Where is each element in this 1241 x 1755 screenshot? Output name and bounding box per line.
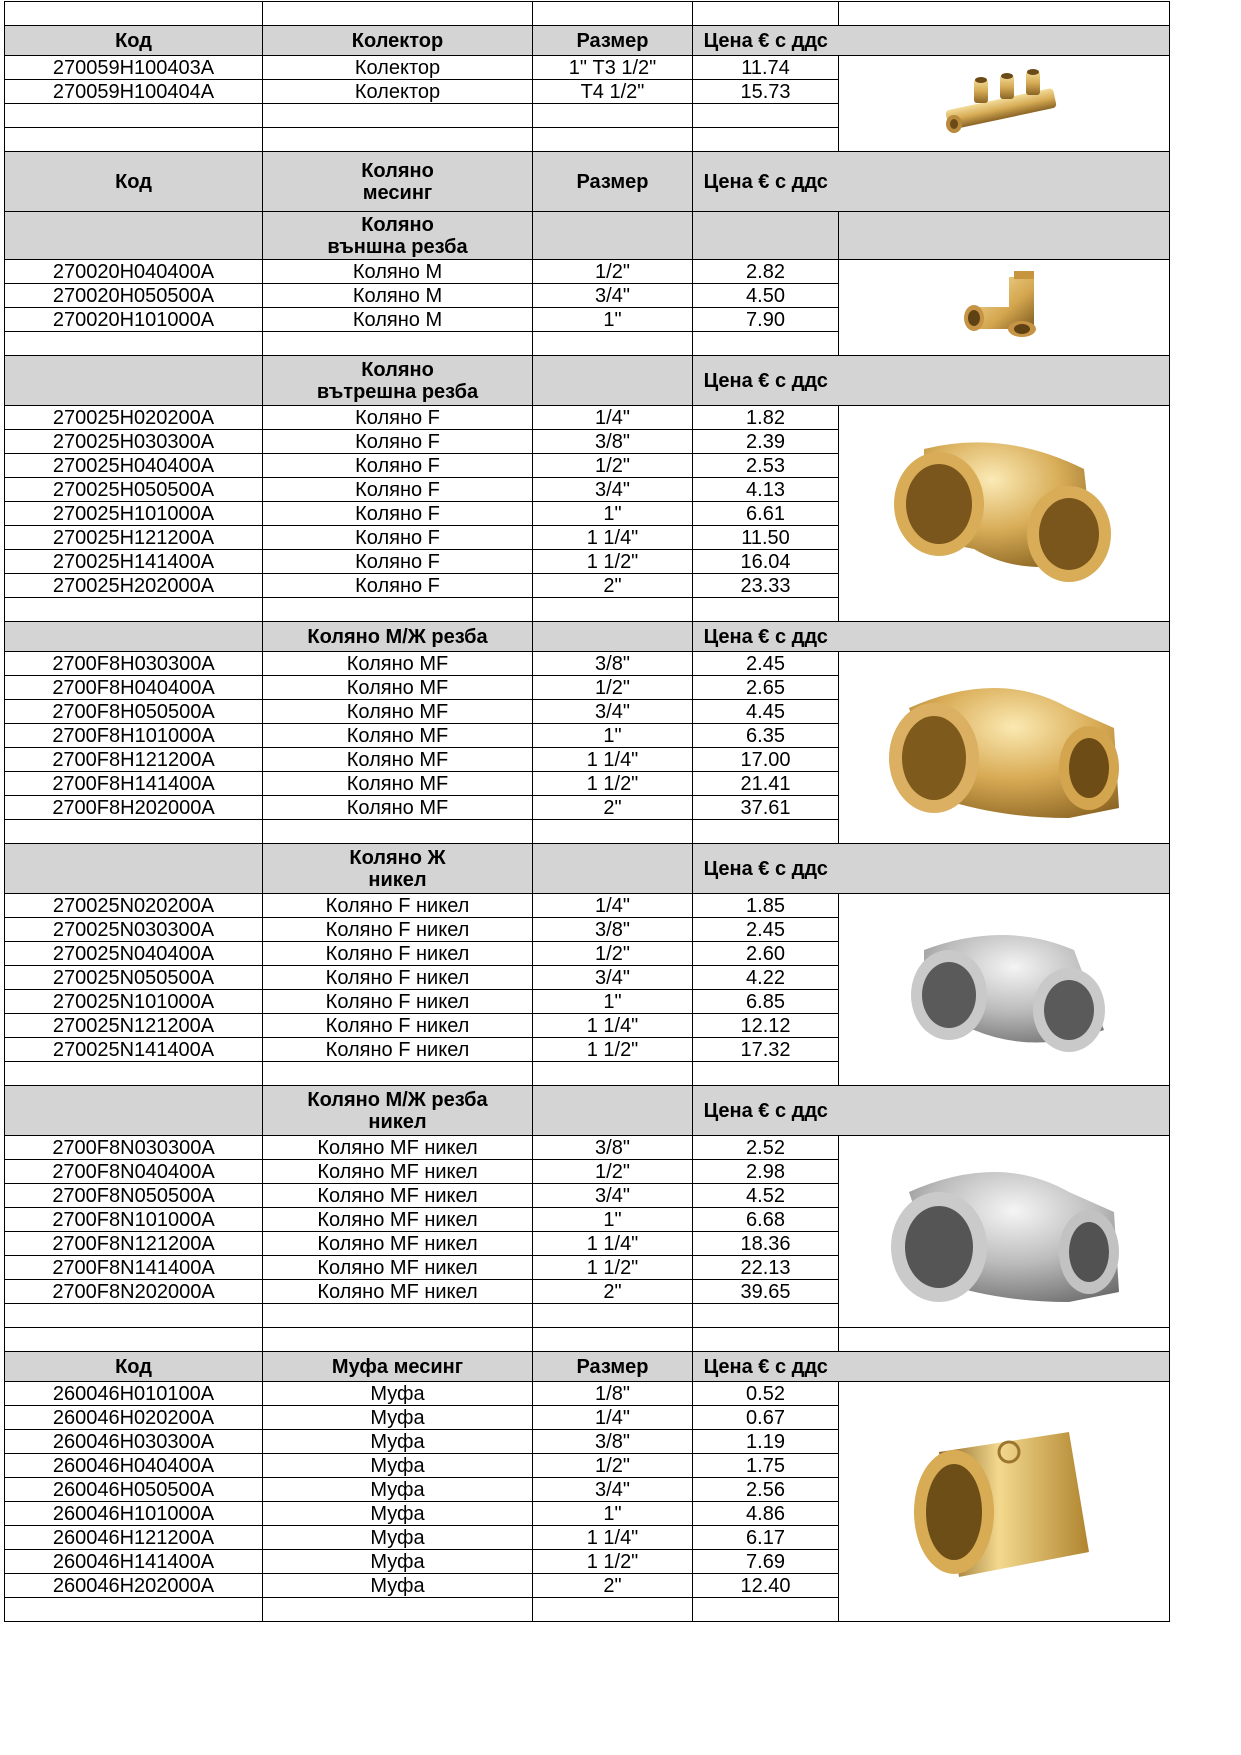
elbow-male-icon [954, 267, 1054, 349]
cell-size: 3/4" [533, 700, 693, 724]
cell-name: Коляно MF [263, 772, 533, 796]
nickel-elbow-mf-image [839, 1136, 1170, 1328]
cell-name: Коляно F [263, 526, 533, 550]
cell-size: 3/8" [533, 430, 693, 454]
cell-size: 1" [533, 502, 693, 526]
cell-size: 1 1/2" [533, 1038, 693, 1062]
cell-price: 39.65 [693, 1280, 839, 1304]
cell-price: 23.33 [693, 574, 839, 598]
cell-price: 6.61 [693, 502, 839, 526]
cell-size: 1 1/2" [533, 1256, 693, 1280]
cell-size: 3/4" [533, 1478, 693, 1502]
cell-code: 270025H030300A [5, 430, 263, 454]
cell-name: Коляно F [263, 574, 533, 598]
cell-code: 270020H040400A [5, 260, 263, 284]
cell-name: Коляно М [263, 308, 533, 332]
cell-price: 21.41 [693, 772, 839, 796]
header-name-line2: месинг [362, 181, 433, 204]
cell-price: 15.73 [693, 80, 839, 104]
cell-code: 2700F8H202000A [5, 796, 263, 820]
header-name: Колектор [263, 26, 533, 56]
cell-code: 2700F8H121200A [5, 748, 263, 772]
header-price: Цена € с ддс [693, 622, 839, 652]
header-line1: Коляно М/Ж резба [307, 1088, 488, 1111]
cell-size: 1/8" [533, 1382, 693, 1406]
cell-size: 2" [533, 1574, 693, 1598]
cell-price: 2.56 [693, 1478, 839, 1502]
cell-price: 2.60 [693, 942, 839, 966]
cell-price: 7.90 [693, 308, 839, 332]
cell-name: Коляно MF [263, 724, 533, 748]
cell-name: Коляно MF никел [263, 1232, 533, 1256]
section-header-elbow-nickel [5, 844, 1170, 894]
cell-code: 270025N030300A [5, 918, 263, 942]
cell-code: 270025N121200A [5, 1014, 263, 1038]
cell-code: 2700F8H030300A [5, 652, 263, 676]
cell-size: 3/8" [533, 1430, 693, 1454]
header-name [263, 356, 533, 406]
cell-name: Коляно MF [263, 748, 533, 772]
brass-elbow-mf-image [839, 652, 1170, 844]
cell-price: 18.36 [693, 1232, 839, 1256]
cell-size: 1 1/2" [533, 772, 693, 796]
section-header-elbow-female [5, 356, 1170, 406]
cell-size: 3/4" [533, 1184, 693, 1208]
table-row [5, 406, 1170, 430]
header-name: Коляно М/Ж резба [263, 622, 533, 652]
header-price: Цена € с ддс [693, 844, 839, 894]
cell-size: 1" Т3 1/2" [533, 56, 693, 80]
cell-name: Коляно MF никел [263, 1208, 533, 1232]
cell-name: Коляно F [263, 502, 533, 526]
cell-code: 270059H100403A [5, 56, 263, 80]
cell-code: 2700F8N141400A [5, 1256, 263, 1280]
cell-price: 16.04 [693, 550, 839, 574]
cell-price: 12.40 [693, 1574, 839, 1598]
cell-code: 260046H141400A [5, 1550, 263, 1574]
cell-size: 1 1/2" [533, 550, 693, 574]
header-line2: никел [368, 868, 427, 891]
cell-code: 270025N020200A [5, 894, 263, 918]
cell-code: 270025H141400A [5, 550, 263, 574]
header-line1: Коляно Ж [349, 846, 446, 869]
cell-code: 2700F8N040400A [5, 1160, 263, 1184]
cell-size: 3/8" [533, 1136, 693, 1160]
cell-code: 2700F8N121200A [5, 1232, 263, 1256]
cell-code: 270025H040400A [5, 454, 263, 478]
cell-code: 260046H040400A [5, 1454, 263, 1478]
cell-price: 6.35 [693, 724, 839, 748]
cell-price: 2.45 [693, 652, 839, 676]
cell-name: Колектор [263, 56, 533, 80]
cell-name: Коляно MF [263, 796, 533, 820]
cell-price: 0.52 [693, 1382, 839, 1406]
cell-name: Коляно MF [263, 676, 533, 700]
cell-code: 270059H100404A [5, 80, 263, 104]
cell-code: 2700F8N030300A [5, 1136, 263, 1160]
cell-name: Коляно MF [263, 700, 533, 724]
cell-name: Коляно MF никел [263, 1256, 533, 1280]
header-price: Цена € с ддс [693, 1086, 839, 1136]
cell-code: 2700F8H141400A [5, 772, 263, 796]
cell-name: Коляно М [263, 284, 533, 308]
cell-size: 1/2" [533, 1454, 693, 1478]
manifold-icon [934, 69, 1074, 139]
cell-size: 1/2" [533, 1160, 693, 1184]
cell-price: 6.17 [693, 1526, 839, 1550]
cell-price: 2.65 [693, 676, 839, 700]
header-price: Цена € с ддс [693, 26, 839, 56]
cell-price: 4.52 [693, 1184, 839, 1208]
cell-code: 260046H030300A [5, 1430, 263, 1454]
cell-code: 270025N141400A [5, 1038, 263, 1062]
nickel-elbow-mf-icon [879, 1152, 1129, 1312]
cell-code: 2700F8H040400A [5, 676, 263, 700]
section-header-collector [5, 26, 1170, 56]
table-row [5, 1382, 1170, 1406]
cell-price: 11.50 [693, 526, 839, 550]
table-row [5, 652, 1170, 676]
section-header-elbow-mf [5, 622, 1170, 652]
cell-size: 1" [533, 990, 693, 1014]
header-price: Цена € с ддс [693, 1352, 839, 1382]
cell-name: Коляно F никел [263, 990, 533, 1014]
nickel-elbow-icon [894, 920, 1114, 1060]
cell-name: Коляно MF никел [263, 1136, 533, 1160]
cell-size: 1/2" [533, 942, 693, 966]
header-name [263, 844, 533, 894]
cell-size: 1 1/4" [533, 1232, 693, 1256]
cell-size: 3/8" [533, 918, 693, 942]
cell-price: 4.13 [693, 478, 839, 502]
header-code: Код [5, 1352, 263, 1382]
cell-size: 2" [533, 574, 693, 598]
cell-code: 2700F8H101000A [5, 724, 263, 748]
cell-size: 1 1/4" [533, 526, 693, 550]
cell-code: 2700F8N101000A [5, 1208, 263, 1232]
section-header-elbow-brass [5, 152, 1170, 212]
cell-name: Муфа [263, 1550, 533, 1574]
cell-price: 22.13 [693, 1256, 839, 1280]
cell-price: 17.32 [693, 1038, 839, 1062]
cell-size: 1/4" [533, 894, 693, 918]
cell-code: 270025N040400A [5, 942, 263, 966]
brass-coupling-image [839, 1382, 1170, 1622]
cell-code: 270025H020200A [5, 406, 263, 430]
cell-name: Коляно М [263, 260, 533, 284]
cell-name: Коляно F никел [263, 894, 533, 918]
brass-manifold-image [839, 56, 1170, 152]
cell-code: 270025N050500A [5, 966, 263, 990]
cell-name: Коляно F [263, 550, 533, 574]
section-header-coupling [5, 1352, 1170, 1382]
cell-price: 12.12 [693, 1014, 839, 1038]
cell-name: Муфа [263, 1382, 533, 1406]
cell-code: 270020H050500A [5, 284, 263, 308]
cell-name: Коляно F никел [263, 918, 533, 942]
cell-code: 270025H202000A [5, 574, 263, 598]
cell-size: 3/4" [533, 966, 693, 990]
cell-code: 270025H050500A [5, 478, 263, 502]
cell-code: 2700F8N202000A [5, 1280, 263, 1304]
brass-elbow-male-image [839, 260, 1170, 356]
cell-price: 2.52 [693, 1136, 839, 1160]
header-line2: никел [368, 1110, 427, 1133]
header-name: Муфа месинг [263, 1352, 533, 1382]
cell-name: Колектор [263, 80, 533, 104]
subheader-name [263, 212, 533, 260]
header-size: Размер [533, 152, 693, 212]
cell-size: 3/4" [533, 284, 693, 308]
cell-name: Коляно F никел [263, 966, 533, 990]
cell-price: 1.85 [693, 894, 839, 918]
subheader-male-thread [5, 212, 1170, 260]
cell-price: 1.19 [693, 1430, 839, 1454]
cell-name: Муфа [263, 1502, 533, 1526]
header-name-line1: Коляно [361, 159, 434, 182]
cell-price: 4.22 [693, 966, 839, 990]
cell-price: 4.45 [693, 700, 839, 724]
cell-size: 1 1/4" [533, 748, 693, 772]
cell-price: 1.75 [693, 1454, 839, 1478]
elbow-mf-icon [879, 668, 1129, 828]
cell-code: 260046H050500A [5, 1478, 263, 1502]
cell-size: 1" [533, 1502, 693, 1526]
header-code: Код [5, 152, 263, 212]
cell-size: 1" [533, 308, 693, 332]
cell-code: 270025H121200A [5, 526, 263, 550]
cell-price: 2.39 [693, 430, 839, 454]
cell-price: 7.69 [693, 1550, 839, 1574]
header-price: Цена € с ддс [693, 152, 839, 212]
cell-size: 1/2" [533, 454, 693, 478]
header-name [263, 152, 533, 212]
cell-name: Коляно F никел [263, 942, 533, 966]
cell-size: 3/8" [533, 652, 693, 676]
header-price: Цена € с ддс [693, 356, 839, 406]
cell-name: Коляно F никел [263, 1014, 533, 1038]
elbow-female-icon [884, 429, 1124, 599]
cell-code: 260046H010100A [5, 1382, 263, 1406]
header-size: Размер [533, 26, 693, 56]
cell-price: 0.67 [693, 1406, 839, 1430]
cell-size: 1" [533, 1208, 693, 1232]
cell-price: 37.61 [693, 796, 839, 820]
brass-elbow-female-image [839, 406, 1170, 622]
cell-size: 1/4" [533, 406, 693, 430]
cell-name: Муфа [263, 1406, 533, 1430]
price-list-table [4, 1, 1170, 1622]
cell-price: 11.74 [693, 56, 839, 80]
cell-code: 260046H101000A [5, 1502, 263, 1526]
cell-size: 1" [533, 724, 693, 748]
cell-name: Коляно F никел [263, 1038, 533, 1062]
cell-code: 260046H202000A [5, 1574, 263, 1598]
cell-size: 1 1/4" [533, 1526, 693, 1550]
cell-size: 2" [533, 796, 693, 820]
cell-size: 1 1/2" [533, 1550, 693, 1574]
cell-name: Муфа [263, 1574, 533, 1598]
cell-name: Коляно MF никел [263, 1280, 533, 1304]
cell-price: 4.50 [693, 284, 839, 308]
cell-size: 1/2" [533, 676, 693, 700]
cell-size: 1/2" [533, 260, 693, 284]
cell-size: 3/4" [533, 478, 693, 502]
cell-price: 2.45 [693, 918, 839, 942]
header-line2: вътрешна резба [316, 380, 479, 403]
cell-code: 260046H121200A [5, 1526, 263, 1550]
cell-name: Коляно MF никел [263, 1160, 533, 1184]
cell-name: Муфа [263, 1478, 533, 1502]
cell-name: Коляно MF [263, 652, 533, 676]
header-code: Код [5, 26, 263, 56]
cell-price: 6.68 [693, 1208, 839, 1232]
cell-size: 1 1/4" [533, 1014, 693, 1038]
cell-name: Муфа [263, 1454, 533, 1478]
cell-price: 2.82 [693, 260, 839, 284]
cell-name: Муфа [263, 1526, 533, 1550]
cell-name: Муфа [263, 1430, 533, 1454]
cell-code: 2700F8N050500A [5, 1184, 263, 1208]
section-header-elbow-mf-nickel [5, 1086, 1170, 1136]
cell-code: 2700F8H050500A [5, 700, 263, 724]
table-row [5, 260, 1170, 284]
cell-name: Коляно F [263, 430, 533, 454]
cell-code: 270025N101000A [5, 990, 263, 1014]
subheader-line1: Коляно [361, 213, 434, 236]
header-name [263, 1086, 533, 1136]
table-row [5, 894, 1170, 918]
cell-name: Коляно F [263, 406, 533, 430]
table-row [5, 1136, 1170, 1160]
cell-code: 270025H101000A [5, 502, 263, 526]
table-row [5, 56, 1170, 80]
cell-name: Коляно F [263, 478, 533, 502]
cell-size: 1/4" [533, 1406, 693, 1430]
header-size: Размер [533, 1352, 693, 1382]
cell-price: 2.53 [693, 454, 839, 478]
cell-size: Т4 1/2" [533, 80, 693, 104]
cell-size: 2" [533, 1280, 693, 1304]
cell-code: 270020H101000A [5, 308, 263, 332]
cell-price: 17.00 [693, 748, 839, 772]
cell-price: 1.82 [693, 406, 839, 430]
coupling-icon [899, 1412, 1109, 1592]
cell-price: 2.98 [693, 1160, 839, 1184]
cell-price: 6.85 [693, 990, 839, 1014]
cell-name: Коляно MF никел [263, 1184, 533, 1208]
subheader-line2: външна резба [327, 235, 468, 258]
nickel-elbow-female-image [839, 894, 1170, 1086]
header-line1: Коляно [361, 358, 434, 381]
cell-code: 260046H020200A [5, 1406, 263, 1430]
cell-name: Коляно F [263, 454, 533, 478]
cell-price: 4.86 [693, 1502, 839, 1526]
